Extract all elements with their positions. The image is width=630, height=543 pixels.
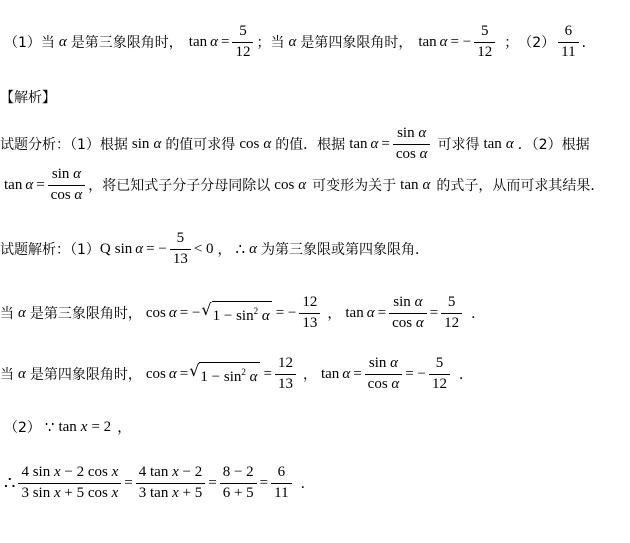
exponent: 2 [253,306,259,316]
alpha-symbol: α [261,308,270,324]
equals: = [263,365,272,382]
sin: sin [368,355,387,372]
sin: sin [131,135,150,152]
answer-line [4,23,596,60]
radicand [212,301,272,325]
text: （2） [4,420,41,436]
alpha-symbol: α [422,176,431,193]
fraction [389,294,427,332]
solution-line-3 [0,352,473,396]
denominator: 12 [474,42,495,61]
solution-line-1 [0,228,429,270]
denominator: 12 [232,42,253,61]
alpha-symbol: α [153,135,162,152]
cos: cos [145,365,166,382]
denominator: 11 [558,42,578,61]
text: 是第三象限角时， [70,35,183,51]
numerator: 6 [564,23,573,40]
tan: tan [58,418,77,435]
fraction [232,23,253,61]
variable-x: x [80,418,88,435]
denominator: 13 [170,249,191,268]
solution-line-5 [4,460,315,506]
numerator: 12 [277,355,293,372]
cos: cos [367,375,388,392]
heading-text: 【解析】 [0,90,56,106]
denominator: 13 [299,313,320,332]
equals: = [353,365,362,382]
fraction [275,355,296,393]
tan: tan [345,304,364,321]
text: 3 sin [21,484,51,501]
solution-line-2 [0,291,485,335]
text: − 2 [182,464,203,481]
sin: sin [397,125,415,142]
denominator: 11 [271,483,291,502]
alpha-symbol: α [73,166,82,183]
therefore-icon: ∴ [4,472,16,493]
text: ．（2）根据 [517,137,590,153]
text: − 2 cos [64,464,108,481]
alpha-symbol: α [18,304,26,321]
section-heading [0,87,56,107]
tan: tan [4,176,23,193]
alpha-symbol: α [74,186,83,203]
text: （1）当 [4,35,55,51]
alpha-symbol: α [342,365,351,382]
numerator: 5 [447,294,456,311]
alpha-symbol: α [135,240,144,257]
denominator: 13 [275,374,296,393]
fraction [271,464,291,502]
numerator [18,464,121,482]
fraction [429,355,450,393]
equals: = 2 [91,418,112,435]
alpha-symbol: α [439,33,448,50]
text: 可求得 [437,137,480,153]
variable-x: x [111,484,119,501]
numerator [394,125,429,143]
sin: sin [393,294,411,311]
text: 3 tan [138,484,169,501]
minus: = − [275,304,297,321]
text: 1 − sin [212,308,254,324]
text: 是第四象限角时， [300,35,413,51]
cos: cos [50,186,71,203]
therefore-icon: ∴ [235,241,246,258]
alpha-symbol: α [210,33,218,50]
equals: = [221,33,230,50]
fraction [299,294,320,332]
equals: = [377,304,387,321]
analysis-line-2 [4,164,604,206]
text: ． [458,367,473,383]
tan: tan [349,135,368,152]
equals: = [429,304,439,321]
text: ， [217,242,232,258]
alpha-symbol: α [415,314,424,331]
fraction [170,230,191,268]
alpha-symbol: α [18,365,26,382]
radicand [199,362,259,386]
because-icon: ∵ [44,419,55,436]
sin: sin [114,240,133,257]
numerator [366,355,401,373]
text: 4 tan [138,464,169,481]
fraction [474,23,495,61]
denominator [393,144,431,163]
tan: tan [418,33,437,50]
fraction [365,355,403,393]
equals: = [179,365,189,382]
equals: = [259,474,269,491]
alpha-symbol: α [298,176,307,193]
text: 1 − sin [200,369,242,385]
alpha-symbol: α [249,369,258,385]
variable-x: x [53,464,61,481]
text: ， [302,367,317,383]
text: 为第三象限或第四象限角． [260,242,429,258]
numerator [136,464,205,482]
text: 的值可求得 [165,137,236,153]
text: 的值．根据 [275,137,346,153]
square-root [201,301,271,325]
q-symbol: Q [99,240,111,257]
fraction [136,464,205,502]
minus: = − [450,33,472,50]
exponent: 2 [241,367,246,377]
denominator: 12 [429,374,450,393]
sin: sin [51,166,70,183]
tan: tan [483,135,502,152]
text: 当 [0,306,14,322]
alpha-symbol: α [370,135,379,152]
alpha-symbol: α [25,176,34,193]
text: 当 [0,367,14,383]
alpha-symbol: α [418,125,427,142]
text: ， [327,306,342,322]
denominator [136,483,205,502]
fraction [220,464,257,502]
fraction [18,464,121,502]
text: ． [300,476,315,492]
fraction [48,166,86,204]
equals: = [381,135,390,152]
alpha-symbol: α [58,33,67,50]
alpha-symbol: α [366,304,375,321]
numerator: 6 [277,464,286,481]
cos: cos [395,145,416,162]
text: ， [117,420,132,436]
radical-icon: √ [189,361,200,380]
numerator: 12 [302,294,318,311]
alpha-symbol: α [168,304,177,321]
equals: = [124,474,133,491]
alpha-symbol: α [390,355,399,372]
alpha-symbol: α [419,145,428,162]
text: 4 sin [21,464,51,481]
text: ． [581,35,596,51]
analysis-line-1 [0,124,590,164]
tan: tan [188,33,208,50]
denominator [48,185,86,204]
text: + 5 cos [64,484,108,501]
minus: = − [179,304,201,321]
text: 是第四象限角时， [29,367,142,383]
text: ；当 [256,35,285,51]
fraction [393,125,431,163]
text: 是第三象限角时， [29,306,142,322]
cos: cos [392,314,413,331]
numerator [390,294,425,312]
equals: = [208,474,217,491]
variable-x: x [111,464,119,481]
denominator [365,374,403,393]
cos: cos [145,304,166,321]
text: 的式子，从而可求其结果． [436,178,605,194]
text: ． [471,306,486,322]
denominator [18,483,121,502]
alpha-symbol: α [505,135,514,152]
minus: = − [146,240,167,257]
alpha-symbol: α [249,240,257,257]
alpha-symbol: α [263,135,272,152]
text: 试题解析：（1） [0,242,100,258]
text: 可变形为关于 [312,178,397,194]
numerator: 5 [176,230,185,247]
equals: = [36,176,45,193]
alpha-symbol: α [288,33,297,50]
denominator [389,313,427,332]
tan: tan [320,365,340,382]
variable-x: x [172,484,179,501]
numerator [49,166,84,184]
minus: = − [405,365,426,382]
tan: tan [400,176,419,193]
text: + 5 [182,484,203,501]
text: ，将已知式子分子分母同除以 [88,178,271,194]
radical-icon: √ [201,300,212,319]
variable-x: x [172,464,179,481]
less-than: < 0 [193,240,214,257]
numerator: 8 − 2 [222,464,254,481]
cos: cos [239,135,260,152]
denominator: 6 + 5 [220,483,257,502]
text: 试题分析：（1）根据 [0,137,128,153]
solution-line-4 [4,416,131,438]
alpha-symbol: α [168,365,177,382]
cos: cos [274,176,295,193]
fraction [441,294,462,332]
numerator: 5 [480,23,489,40]
text: ； （2） [504,35,556,51]
fraction [558,23,578,61]
alpha-symbol: α [414,294,423,311]
numerator: 5 [239,23,247,40]
numerator: 5 [435,355,444,372]
alpha-symbol: α [391,375,400,392]
denominator: 12 [441,313,462,332]
square-root [189,362,259,386]
variable-x: x [53,484,61,501]
